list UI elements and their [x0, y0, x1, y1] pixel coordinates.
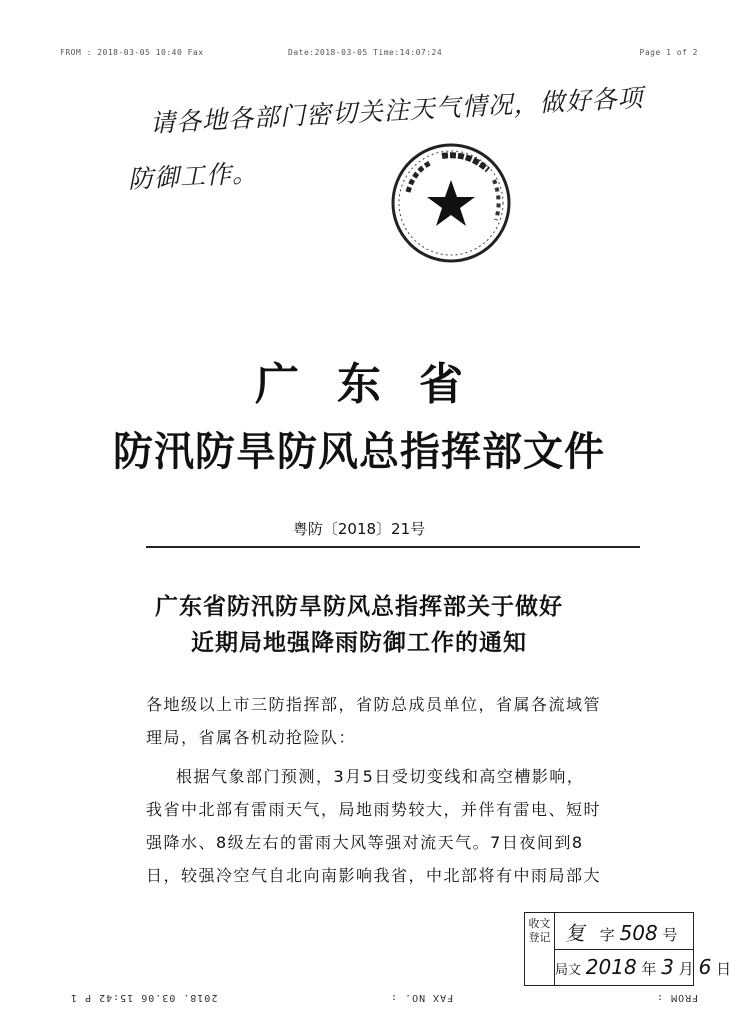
handwritten-note-line2: 防御工作。 [127, 158, 259, 194]
official-seal-icon [388, 140, 514, 266]
page-title-province: 广东省 [255, 359, 501, 410]
handwritten-note-line1: 请各地各部门密切关注天气情况，做好各项 [149, 83, 645, 138]
receipt-category: 复 [565, 921, 585, 945]
receipt-number: 508 [619, 921, 658, 945]
fax-footer-faxno: FAX NO. : [390, 992, 454, 1003]
fax-header [60, 48, 698, 62]
fax-footer-from: FROM : [655, 992, 698, 1003]
subject-line2: 近期局地强降雨防御工作的通知 [191, 630, 527, 656]
fax-header-right: Page 1 of 2 [639, 48, 698, 57]
page-title-department: 防汛防旱防风总指挥部文件 [113, 428, 605, 475]
receipt-month-label: 月 [678, 960, 694, 978]
receipt-number-suffix: 号 [662, 926, 678, 944]
subject-line1: 广东省防汛防旱防风总指挥部关于做好 [155, 594, 563, 620]
receipt-char-label: 字 [599, 926, 615, 944]
receipt-year: 2018 [585, 955, 637, 979]
paragraph-line4: 日，较强冷空气自北向南影响我省，中北部将有中雨局部大 [146, 866, 602, 885]
addressee-line1: 各地级以上市三防指挥部，省防总成员单位，省属各流域管 [146, 695, 602, 714]
receipt-number-row [565, 917, 678, 946]
paragraph-line2: 我省中北部有雷雨天气，局地雨势较大，并伴有雷电、短时 [146, 800, 602, 819]
fax-footer-date: 2018. 03.06 15:42 P 1 [70, 992, 218, 1003]
receipt-stamp-label: 收文登记 [525, 913, 555, 985]
header-divider [146, 546, 640, 548]
fax-header-left: FROM : 2018-03-05 10:40 Fax [60, 48, 204, 57]
paragraph-line3: 强降水、8级左右的雷雨大风等强对流天气。7日夜间到8 [146, 833, 584, 852]
paragraph-line1: 根据气象部门预测，3月5日受切变线和高空槽影响， [176, 767, 585, 786]
fax-footer [70, 992, 698, 1006]
receipt-stamp [524, 912, 731, 986]
receipt-year-label: 年 [641, 960, 657, 978]
receipt-divider [555, 949, 693, 950]
receipt-month: 3 [661, 955, 675, 979]
receipt-date-row [555, 955, 731, 979]
receipt-day-label: 日 [716, 960, 731, 978]
receipt-day: 6 [698, 955, 712, 979]
addressee-line2: 理局，省属各机动抢险队： [146, 728, 357, 747]
document-number: 粤防〔2018〕21号 [292, 520, 426, 538]
receipt-prefix: 局文 [555, 963, 582, 978]
fax-header-center: Date:2018-03-05 Time:14:07:24 [288, 48, 443, 57]
